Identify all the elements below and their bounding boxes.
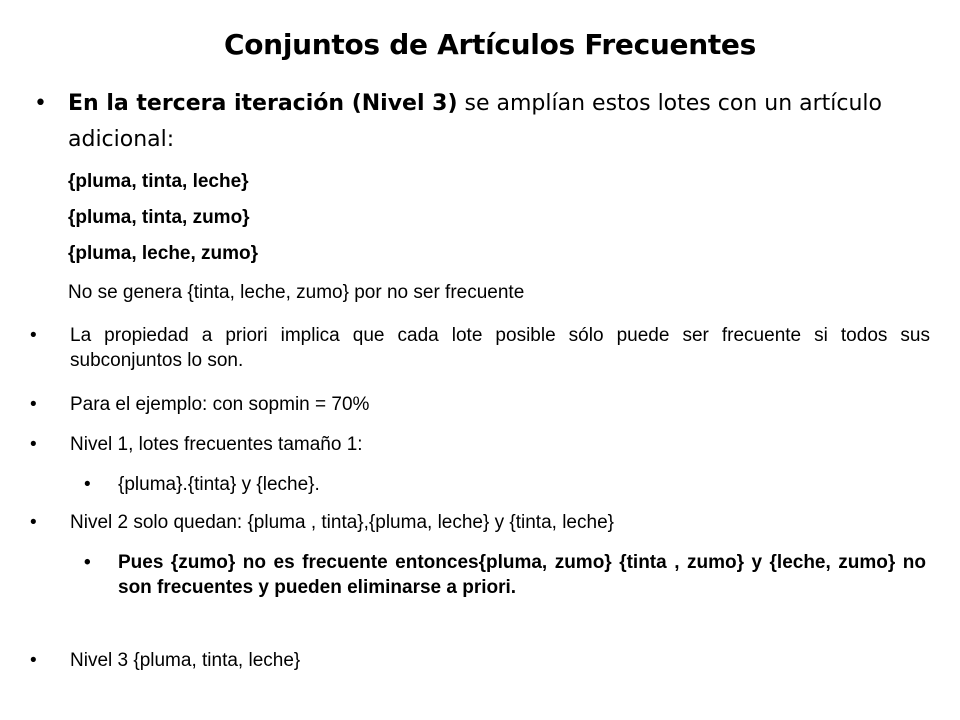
sub-bullet-list xyxy=(84,550,926,600)
itemset: {pluma, leche, zumo} xyxy=(68,243,259,264)
bullet-icon: • xyxy=(30,325,37,346)
lead-bold-text: En la tercera iteración (Nivel 3) xyxy=(68,91,458,116)
bullet-icon: • xyxy=(30,394,37,415)
sub-bullet-list xyxy=(84,472,926,497)
lead-paragraph xyxy=(34,86,894,158)
bullet-list xyxy=(30,510,930,535)
list-item xyxy=(30,392,930,417)
list-item-text: Pues {zumo} no es frecuente entonces{pluma, zumo} {tinta , zumo} y {leche, zumo} no son frecuentes y pueden eliminarse a priori. xyxy=(118,552,926,598)
bullet-icon: • xyxy=(30,512,37,533)
list-item-text: Para el ejemplo: con sopmin = 70% xyxy=(70,394,370,415)
slide-title: Conjuntos de Artículos Frecuentes xyxy=(224,28,756,61)
lead-text: se amplían estos lotes con un artículo adicional: xyxy=(68,91,883,152)
bullet-icon: • xyxy=(30,650,37,671)
list-item xyxy=(30,510,930,535)
list-item-text: {pluma}.{tinta} y {leche}. xyxy=(118,474,320,495)
list-item xyxy=(30,432,930,457)
bullet-icon: • xyxy=(34,91,47,116)
list-item xyxy=(30,648,930,673)
list-item xyxy=(84,550,926,600)
itemset-list xyxy=(68,164,258,272)
bullet-list xyxy=(30,648,930,673)
bullet-icon: • xyxy=(84,474,91,495)
itemset: {pluma, tinta, zumo} xyxy=(68,207,250,228)
bullet-list xyxy=(30,323,930,373)
bullet-list xyxy=(30,432,930,457)
note-text: No se genera {tinta, leche, zumo} por no ser frecuente xyxy=(68,282,525,303)
bullet-icon: • xyxy=(30,434,37,455)
bullet-list xyxy=(30,392,930,417)
list-item-text: La propiedad a priori implica que cada lote posible sólo puede ser frecuente si todos sus subconjuntos lo son. xyxy=(70,325,930,371)
bullet-icon: • xyxy=(84,552,91,573)
list-item xyxy=(30,323,930,373)
itemset: {pluma, tinta, leche} xyxy=(68,171,249,192)
list-item-text: Nivel 3 {pluma, tinta, leche} xyxy=(70,650,301,671)
list-item xyxy=(84,472,926,497)
list-item-text: Nivel 2 solo quedan: {pluma , tinta},{pluma, leche} y {tinta, leche} xyxy=(70,512,614,533)
list-item-text: Nivel 1, lotes frecuentes tamaño 1: xyxy=(70,434,363,455)
